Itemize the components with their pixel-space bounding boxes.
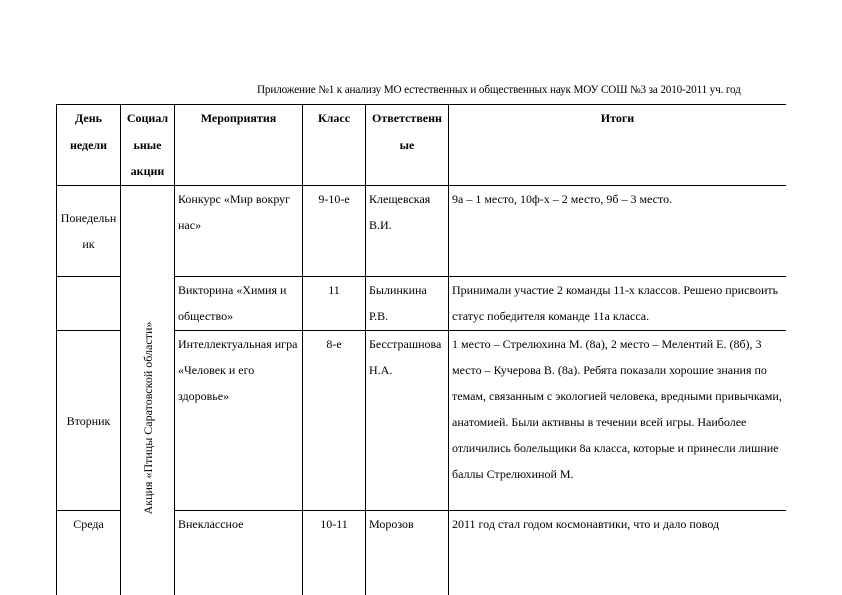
day-cell: Вторник	[57, 331, 121, 511]
results-table	[56, 104, 786, 595]
results-cell: Принимали участие 2 команды 11-х классов. Решено присвоить статус победителя команде 11а класса.	[449, 277, 787, 331]
event-cell: Внеклассное	[175, 511, 303, 595]
header-responsible: Ответственные	[366, 105, 449, 186]
event-cell: Конкурс «Мир вокруг нас»	[175, 186, 303, 277]
day-cell: Среда	[57, 511, 121, 595]
responsible-cell: Клещевская В.И.	[366, 186, 449, 277]
results-table-frame	[56, 104, 786, 595]
day-cell: Понедельник	[57, 186, 121, 277]
responsible-cell: Бесстрашнова Н.А.	[366, 331, 449, 511]
class-cell: 11	[303, 277, 366, 331]
responsible-cell: Морозов	[366, 511, 449, 595]
header-social-actions: Социальные акции	[121, 105, 175, 186]
header-events: Мероприятия	[175, 105, 303, 186]
social-action-label: Акция «Птицы Саратовской области»	[140, 321, 155, 515]
header-results: Итоги	[449, 105, 787, 186]
results-cell: 9а – 1 место, 10ф-х – 2 место, 9б – 3 место.	[449, 186, 787, 277]
table-header-row	[57, 105, 787, 186]
day-cell	[57, 277, 121, 331]
social-action-cell	[121, 186, 175, 595]
class-cell: 10-11	[303, 511, 366, 595]
header-day: День недели	[57, 105, 121, 186]
results-cell: 2011 год стал годом космонавтики, что и дало повод	[449, 511, 787, 595]
class-cell: 8-е	[303, 331, 366, 511]
responsible-cell: Былинкина Р.В.	[366, 277, 449, 331]
event-cell: Викторина «Химия и общество»	[175, 277, 303, 331]
header-class: Класс	[303, 105, 366, 186]
table-row	[57, 186, 787, 277]
appendix-caption: Приложение №1 к анализу МО естественных и общественных наук МОУ СОШ №3 за 2010-2011 уч. год	[257, 84, 741, 96]
event-cell: Интеллектуальная игра «Человек и его здоровье»	[175, 331, 303, 511]
class-cell: 9-10-е	[303, 186, 366, 277]
results-cell: 1 место – Стрелюхина М. (8а), 2 место – Мелентий Е. (8б), 3 место – Кучерова В. (8а). Ребята показали хорошие знания по темам, связанным с экологией человека, вредными привычками, анатомией. Были активны в течении всей игры. Наиболее отличились болельщики 8а класса, которые и принесли лишние баллы Стрелюхиной М.	[449, 331, 787, 511]
